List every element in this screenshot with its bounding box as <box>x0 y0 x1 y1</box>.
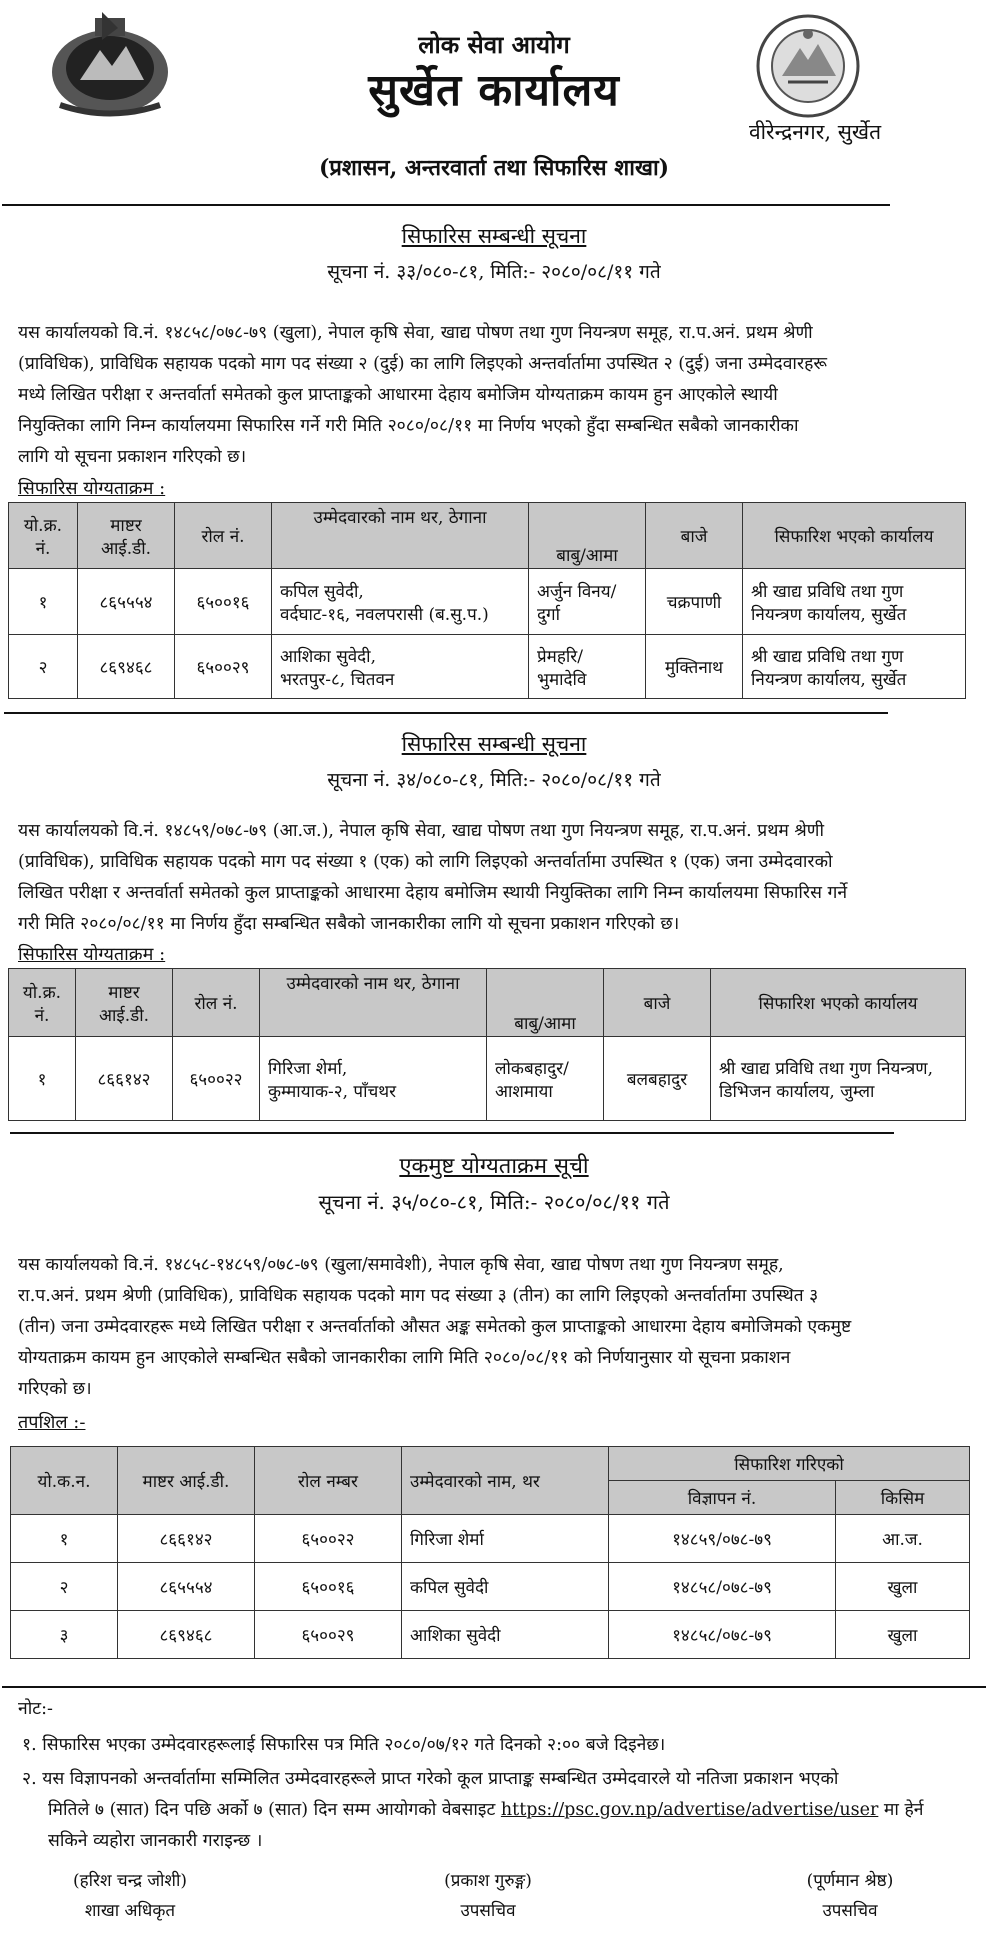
section1-subheading: सिफारिस योग्यताक्रम : <box>18 478 166 499</box>
table-row: १ ८६५५५४ ६५००१६ कपिल सुवेदी, वर्दघाट-१६, नवलपरासी (ब.सु.प.) अर्जुन विनय/ दुर्गा चक्रपाणी श्री खाद्य प्रविधि तथा गुण नियन्त्रण कार्यालय, सुर्खेत <box>9 569 966 635</box>
header-office: सिफारिश भएको कार्यालय <box>743 503 966 569</box>
signature-block <box>358 1866 618 1926</box>
note-item-2: २. यस विज्ञापनको अन्तर्वार्तामा सम्मिलित उम्मेदवारहरूले प्राप्त गरेको कूल प्राप्ताङ्क सम्बन्धित उम्मेदवारले यो नतिजा प्रकाशन भएको मितिले ७ (सात) दिन पछि अर्को ७ (सात) दिन सम्म आयोगको वेबसाइट https://psc.gov.np/advertise/advertise/user मा हेर्न सकिने व्यहोरा जानकारी गराइन्छ । <box>22 1769 924 1851</box>
table-row: १ ८६६१४२ ६५००२२ गिरिजा शेर्मा, कुम्मायाक-२, पाँचथर लोकबहादुर/ आशमाया बलबहादुर श्री खाद्य प्रविधि तथा गुण नियन्त्रण, डिभिजन कार्यालय, जुम्ला <box>9 1037 966 1121</box>
header-parents: बाबु/आमा <box>529 503 646 569</box>
table-row: २ ८६९४६८ ६५००२९ आशिका सुवेदी, भरतपुर-८, चितवन प्रेमहरि/ भुमादेवि मुक्तिनाथ श्री खाद्य प्रविधि तथा गुण नियन्त्रण कार्यालय, सुर्खेत <box>9 635 966 699</box>
header-roll: रोल नं. <box>175 503 272 569</box>
section1-divider <box>4 712 888 714</box>
signatory-title: उपसचिव <box>460 1901 516 1921</box>
section2-paragraph: यस कार्यालयको वि.नं. १४८५९/०७८-७९ (आ.ज.), नेपाल कृषि सेवा, खाद्य पोषण तथा गुण नियन्त्रण समूह, रा.प.अनं. प्रथम श्रेणी (प्राविधिक), प्राविधिक सहायक पदको माग पद संख्या १ (एक) को लागि लिइएको अन्तर्वार्तामा उपस्थित १ (एक) जना उम्मेदवारको लिखित परीक्षा र अन्तर्वार्ता समेतको कुल प्राप्ताङ्कको आधारमा देहाय बमोजिम स्थायी नियुक्तिका लागि निम्न कार्यालयमा सिफारिस गर्ने गरी मिति २०८०/०८/११ मा निर्णय हुँदा सम्बन्धित सबैको जानकारीका लागि यो सूचना प्रकाशन गरिएको छ। <box>18 821 848 934</box>
office-name: सुर्खेत कार्यालय <box>368 65 620 116</box>
table-row: १ ८६६१४२ ६५००२२ गिरिजा शेर्मा १४८५९/०७८-७९ आ.ज. <box>11 1515 970 1563</box>
section2-title: सिफारिस सम्बन्धी सूचना <box>401 732 587 756</box>
signatory-title: उपसचिव <box>822 1901 878 1921</box>
signatory-name: (पूर्णमान श्रेष्ठ) <box>806 1871 894 1891</box>
section3-subheading: तपशिल :- <box>18 1412 86 1433</box>
table-row: ३ ८६९४६८ ६५००२९ आशिका सुवेदी १४८५८/०७८-७९ खुला <box>11 1611 970 1659</box>
header-grandfather: बाजे <box>646 503 743 569</box>
section1-paragraph: यस कार्यालयको वि.नं. १४८५८/०७८-७९ (खुला), नेपाल कृषि सेवा, खाद्य पोषण तथा गुण नियन्त्रण समूह, रा.प.अनं. प्रथम श्रेणी (प्राविधिक), प्राविधिक सहायक पदको माग पद संख्या २ (दुई) का लागि लिइएको अन्तर्वार्तामा उपस्थित २ (दुई) जना उम्मेदवारहरू मध्ये लिखित परीक्षा र अन्तर्वार्ता समेतको कुल प्राप्ताङ्कको आधारमा देहाय बमोजिम योग्यताक्रम कायम हुन आएकोले स्थायी नियुक्तिका लागि निम्न कार्यालयमा सिफारिस गर्ने गरी मिति २०८०/०८/११ मा निर्णय भएको हुँदा सम्बन्धित सबैको जानकारीका लागि यो सूचना प्रकाशन गरिएको छ। <box>18 323 828 467</box>
header-master-id: माष्टर आई.डी. <box>78 503 175 569</box>
section3-title: एकमुष्ट योग्यताक्रम सूची <box>399 1154 589 1179</box>
psc-website-link[interactable]: https://psc.gov.np/advertise/advertise/user <box>500 1800 879 1820</box>
table-row: २ ८६५५५४ ६५००१६ कपिल सुवेदी १४८५८/०७८-७९ खुला <box>11 1563 970 1611</box>
signatory-name: (हरिश चन्द्र जोशी) <box>72 1871 188 1891</box>
org-name: लोक सेवा आयोग <box>418 30 570 59</box>
section3-paragraph: यस कार्यालयको वि.नं. १४८५८-१४८५९/०७८-७९ (खुला/समावेशी), नेपाल कृषि सेवा, खाद्य पोषण तथा गुण नियन्त्रण समूह, रा.प.अनं. प्रथम श्रेणी (प्राविधिक), प्राविधिक सहायक पदको माग पद संख्या ३ (तीन) का लागि लिइएको अन्तर्वार्तामा उपस्थित ३ (तीन) जना उम्मेदवारहरू मध्ये लिखित परीक्षा र अन्तर्वार्ताको औसत अङ्क समेतको कुल प्राप्ताङ्कको आधारमा देहाय बमोजिमको एकमुष्ट योग्यताक्रम कायम हुन आएकोले सम्बन्धित सबैको जानकारीका लागि मिति २०८०/०८/११ को निर्णयानुसार यो सूचना प्रकाशन गरिएको छ। <box>18 1255 852 1399</box>
office-location: वीरेन्द्रनगर, सुर्खेत <box>748 120 882 144</box>
section2-subheading: सिफारिस योग्यताक्रम : <box>18 944 166 965</box>
notes-heading: नोट:- <box>18 1699 53 1719</box>
section1-title: सिफारिस सम्बन्धी सूचना <box>401 224 587 248</box>
branch-name: (प्रशासन, अन्तरवार्ता तथा सिफारिस शाखा) <box>318 155 670 181</box>
signature-block <box>720 1866 980 1926</box>
header-sn: यो.क्र. नं. <box>9 503 78 569</box>
section1-notice: सूचना नं. ३३/०८०-८१, मिति:- २०८०/०८/११ गते <box>327 261 661 283</box>
note-item-1: १. सिफारिस भएका उम्मेदवारहरूलाई सिफारिस पत्र मिति २०८०/०७/१२ गते दिनको २:०० बजे दिइनेछ। <box>22 1735 666 1755</box>
signatory-name: (प्रकाश गुरुङ्ग) <box>444 1871 532 1891</box>
section2-table: यो.क्र. नं. माष्टर आई.डी. रोल नं. उम्मेदवारको नाम थर, ठेगाना बाबु/आमा बाजे सिफारिश भएको कार्यालय १ ८६६१४२ ६५००२२ गिरिजा शेर्मा, कुम्मायाक-२, पाँचथर लोकबहादुर/ आशमाया बलबहादुर श्री खाद्य प्रविधि तथा गुण नियन्त्रण, डिभिजन कार्यालय, जुम्ला <box>8 968 966 1121</box>
header-divider <box>2 204 890 206</box>
signatory-title: शाखा अधिकृत <box>84 1901 176 1921</box>
section2-divider <box>10 1132 894 1134</box>
section2-notice: सूचना नं. ३४/०८०-८१, मिति:- २०८०/०८/११ गते <box>327 769 661 791</box>
section1-table <box>8 502 966 699</box>
section3-notice: सूचना नं. ३५/०८०-८१, मिति:- २०८०/०८/११ गते <box>318 1190 670 1214</box>
signature-block <box>0 1866 260 1926</box>
section3-table: यो.क.न. माष्टर आई.डी. रोल नम्बर उम्मेदवारको नाम, थर सिफारिश गरिएको विज्ञापन नं. किसिम १ ८६६१४२ ६५००२२ गिरिजा शेर्मा १४८५९/०७८-७९ आ.ज. २ ८६५५५४ ६५००१६ कपिल सुवेदी १४८५८/०७८-७९ खुला ३ ८६९४६८ ६५००२९ आशिका सुवेदी १४८५८/०७८-७९ खुला <box>10 1446 970 1659</box>
section3-divider <box>2 1686 986 1688</box>
header-name: उम्मेदवारको नाम थर, ठेगाना <box>272 503 529 569</box>
